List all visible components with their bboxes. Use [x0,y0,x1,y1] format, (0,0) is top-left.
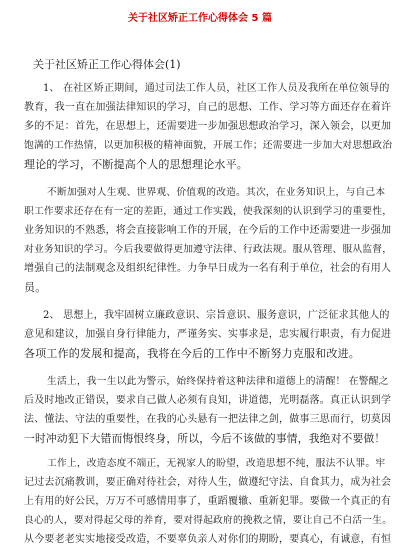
body-line: 意见和建议，加强自身行律能力，严谨务实、实事求是，忠实履行职责，有力促进 [24,329,392,340]
body-line: 后及时地改正错误，要求自己做人必须有良知，讲道德，光明磊落。真正认识到学 [24,395,392,406]
body-line: 工作上，改造态度不端正，无视家人的盼望，改造思想不纯，服法不认罪。牢 [47,458,386,469]
body-line: 员。 [24,281,47,294]
body-line: 生活上，我一生以此为警示，始终保持着这种法律和道德上的清醒！ 在警醒之 [47,376,389,387]
body-line: 增强自己的法制观念及组织纪律性。力争早日成为一名有利于单位，社会的有用人 [24,263,392,274]
document-title: 关于社区矫正工作心得体会 5 篇 [128,13,272,24]
body-line: 记过去沉痛教训，要正确对待社会，对待人生，做遵纪守法、自食其力，成为社会 [24,477,392,488]
body-line: 理论的学习，不断提高个人的思想理论水平。 [24,158,248,171]
body-line: 一时冲动犯下大错而悔恨终身，所以，今后不该做的事情，我绝对不要做！ [24,432,386,445]
body-line: 各项工作的发展和提高，我将在今后的工作中不断努力克服和改进。 [24,347,360,360]
body-line: 不断加强对人生观、世界观、价值观的改造。其次，在业务知识上，与自己本 [47,187,386,198]
body-line: 业务知识的不熟悉，将会直接影响工作的开展，在今后的工作中还需要进一步强加 [24,225,392,236]
body-line: 饱满的工作热情，以更加积极的精神面貌，开展工作；还需要进一步加大对思想政治 [24,140,393,151]
document-subtitle: 关于社区矫正工作心得体会(1) [33,58,181,71]
body-line: 职工作要求还存在有一定的差距，通过工作实践，使我深刻的认识到学习的重要性， [24,206,393,217]
body-line: 上有用的好公民，万万不可感情用事了，重蹈覆辙、重新犯罪。要做一个真正的有 [24,496,392,507]
body-line: 教育，我一直在加强法律知识的学习，自己的思想、工作、学习等方面还存在着许 [24,102,392,113]
body-line: 1、 在社区矫正期间，通过司法工作人员，社区工作人员及我所在单位领导的 [43,83,390,94]
body-line: 对业务知识的学习。今后我要做得更加遵守法律、行政法规。服从管理、服从监督， [24,244,393,255]
body-line: 多的不足：首先，在思想上，还需要进一步加强思想政治学习，深入领会，以更加 [24,121,392,132]
body-line: 从今要老老实实地接受改造，不要辜负亲人对你们的期盼，要真心，有诚意，有恒 [24,534,392,545]
body-line: 良心的人，要对得起父母的养育，要对得起政府的挽救之情，要让自己不白活一生。 [24,515,393,526]
body-line: 法、懂法、守法的重要性，在我的心头悬有一把法律之剑，做事三思而行，切莫因 [24,414,392,425]
body-line: 2、 思想上，我牢固树立廉政意识、宗旨意识、服务意识，广泛征求其他人的 [43,310,390,321]
